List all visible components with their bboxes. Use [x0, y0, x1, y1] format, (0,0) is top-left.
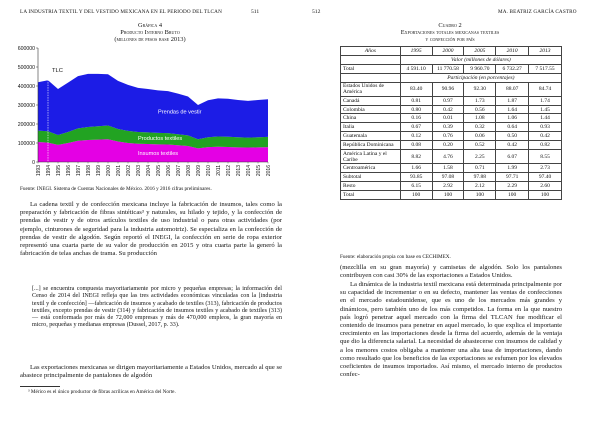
cell: 0.42	[432, 105, 464, 114]
subheader-cell: Participación (en porcentajes)	[400, 73, 561, 82]
cell: 0.32	[464, 123, 496, 132]
cell: 0.67	[400, 123, 432, 132]
paragraph: La dinámica de la industria textil mexicana está determinada principalmente por su capacidad de incrementar o en su defecto, mantener las ventas de confecciones en el mercado estadounidense, que es uno de los mercados más grandes y dinámicos, pero también uno de los más competidos. La forma en la que nuestro país logró penetrar aquel mercado con la firma del TLCAN fue modificar el contenido de insumos para penetrar en aquel mercado, lo que explica el importante crecimiento en las importaciones desde la firma del acuerdo, además de la ventaja que dio la diferencia salarial. La necesidad de abastecerse con insumos de calidad y a los menores costos obligaba a mantener una alta tasa de importaciones, dando como resultado que los beneficios de las exportaciones se esfumen por los elevados coeficientes de insumos importados. Así mismo, el mercado interno de productos confec-	[340, 281, 562, 379]
cell: 11 770.58	[432, 64, 464, 73]
table-row	[341, 132, 562, 141]
cell: 0.39	[432, 123, 464, 132]
y-tick-label: 0	[32, 159, 35, 166]
table-row	[341, 164, 562, 173]
x-tick-label: 2011	[215, 165, 222, 176]
right-page	[300, 0, 600, 431]
table-row	[341, 123, 562, 132]
paragraph: Las exportaciones mexicanas se dirigen mayoritariamente a Estados Unidos, mercado al que se abastece principalmente de pantalones de algodón	[20, 364, 282, 380]
table-source: Fuente: elaboración propia con base en CECHIMEX.	[340, 254, 451, 260]
cell: 97.40	[529, 173, 562, 182]
cell: 0.97	[432, 96, 464, 105]
table-subheader-row	[341, 55, 562, 64]
cell: 100	[464, 190, 496, 199]
figure-source: Fuente: INEGI. Sistema de Cuentas Nacionales de México. 2016 y 2016 cifras preliminares.	[20, 186, 212, 192]
cell: 100	[400, 190, 432, 199]
cell: 1.58	[432, 164, 464, 173]
x-tick-label: 2006	[165, 165, 172, 177]
row-label: Italia	[341, 123, 401, 132]
cell: 1.99	[496, 164, 529, 173]
table-label: Cuadro 2	[438, 22, 462, 29]
tlc-annotation: TLC	[52, 67, 63, 74]
cell: 0.12	[400, 132, 432, 141]
table-row	[341, 82, 562, 96]
running-head-right: MA. BEATRIZ GARCÍA CASTRO	[498, 9, 577, 15]
table-row	[341, 173, 562, 182]
cell: 2.12	[464, 181, 496, 190]
x-tick-label: 1994	[45, 165, 52, 177]
x-tick-label: 2003	[135, 165, 142, 177]
cell: 100	[432, 190, 464, 199]
row-label: Canadá	[341, 96, 401, 105]
paragraph: La cadena textil y de confección mexicana incluye la fabricación de insumos, tales como la preparación y fabricación de fibras sintéticas³ y naturales, su hilado y tejido, y la confección de prendas de vestir y de otros artículos textiles de uso industrial o para otras actividades (por ejemplo, cinturones de seguridad para la industria automotriz). Se especializa en la confección de prendas de vestir de algodón. Según reportó el INEGI, la confección en serie de ropa exterior representó una cuarta parte de su valor de producción en 2015 y otra cuarta parte la generó la fabricación de telas anchas de trama. Su producción	[20, 201, 282, 258]
header-cell: 2005	[464, 47, 496, 56]
table-row	[341, 105, 562, 114]
cell: 4.76	[432, 149, 464, 163]
y-tick-label: 500000	[17, 64, 35, 71]
x-tick-label: 2005	[155, 165, 162, 177]
cell: 1.66	[400, 164, 432, 173]
right-paragraph-1	[340, 264, 562, 280]
row-label: Estados Unidos de América	[341, 82, 401, 96]
x-tick-label: 2001	[115, 165, 122, 177]
table-row	[341, 181, 562, 190]
cell: 7 517.55	[529, 64, 562, 73]
cell: 8.55	[529, 149, 562, 163]
table-row	[341, 190, 562, 199]
cell: 0.08	[400, 141, 432, 150]
x-tick-label: 2010	[205, 165, 212, 177]
x-tick-label: 2013	[235, 165, 242, 177]
cell: 100	[529, 190, 562, 199]
x-tick-label: 1999	[95, 165, 102, 177]
table-row	[341, 114, 562, 123]
y-tick-label: 400000	[17, 83, 35, 90]
header-cell: 1995	[400, 47, 432, 56]
cell: 83.40	[400, 82, 432, 96]
cell: 88.07	[496, 82, 529, 96]
cell: 0.42	[529, 132, 562, 141]
x-tick-label: 1995	[55, 165, 62, 177]
table-subtitle: y confección por país	[425, 36, 475, 43]
table-header-row	[341, 47, 562, 56]
table-subheader-row	[341, 73, 562, 82]
x-tick-label: 1996	[65, 165, 72, 177]
cell: 2.73	[529, 164, 562, 173]
footnote-rule	[20, 386, 60, 387]
cell: 1.74	[529, 96, 562, 105]
figure-title: Producto Interno Bruto	[120, 29, 180, 36]
row-label: Total	[341, 64, 401, 73]
cell: 0.82	[529, 141, 562, 150]
cell: 1.44	[529, 114, 562, 123]
cell: 0.50	[496, 132, 529, 141]
figure-subtitle: (millones de pesos base 2013)	[114, 36, 186, 43]
x-tick-label: 1993	[35, 165, 42, 177]
cell: 90.96	[432, 82, 464, 96]
cell: 0.81	[400, 96, 432, 105]
row-label: República Dominicana	[341, 141, 401, 150]
cell: 92.30	[464, 82, 496, 96]
header-cell: 2000	[432, 47, 464, 56]
y-tick-label: 300000	[17, 102, 35, 109]
header-cell: 2013	[529, 47, 562, 56]
table-title: Exportaciones totales mexicanas textiles	[400, 29, 500, 36]
row-label: Subtotal	[341, 173, 401, 182]
cell: 0.76	[432, 132, 464, 141]
x-tick-label: 2004	[145, 165, 152, 177]
cell: 2.25	[464, 149, 496, 163]
row-label: América Latina y el Caribe	[341, 149, 401, 163]
table-row	[341, 64, 562, 73]
series-label: Insumos textiles	[138, 150, 179, 157]
cell: 1.73	[464, 96, 496, 105]
running-head-left: LA INDUSTRIA TEXTIL Y DEL VESTIDO MEXICANA EN EL PERIODO DEL TLCAN	[20, 9, 222, 15]
y-tick-label: 600000	[17, 45, 35, 52]
cell: 97.88	[464, 173, 496, 182]
cell: 6.15	[400, 181, 432, 190]
cell: 0.20	[432, 141, 464, 150]
cell: 0.71	[464, 164, 496, 173]
row-label: Colombia	[341, 105, 401, 114]
x-tick-label: 2008	[185, 165, 192, 177]
cell: 1.08	[464, 114, 496, 123]
paragraph: (mezclilla en su gran mayoría) y camisetas de algodón. Solo los pantalones contribuyen con casi 30% de las exportaciones a Estados Unidos.	[340, 264, 562, 280]
cell: 0.52	[464, 141, 496, 150]
figure-label: Gráfica 4	[137, 22, 163, 29]
cell: 6 732.27	[496, 64, 529, 73]
x-tick-label: 2015	[255, 165, 262, 177]
table-row	[341, 141, 562, 150]
cell: 93.85	[400, 173, 432, 182]
right-paragraph-2	[340, 281, 562, 379]
cell: 0.06	[464, 132, 496, 141]
x-tick-label: 2009	[195, 165, 202, 177]
cell: 0.56	[464, 105, 496, 114]
cell: 0.01	[432, 114, 464, 123]
row-label: Resto	[341, 181, 401, 190]
header-cell: 2010	[496, 47, 529, 56]
row-label: Centroamérica	[341, 164, 401, 173]
cell: 8.82	[400, 149, 432, 163]
cell: 0.42	[496, 141, 529, 150]
cell: 1.06	[496, 114, 529, 123]
cell: 84.74	[529, 82, 562, 96]
x-tick-label: 2012	[225, 165, 232, 177]
cell: 6.07	[496, 149, 529, 163]
x-tick-label: 2002	[125, 165, 132, 177]
area-series-2	[38, 74, 268, 139]
cell: 4 591.10	[400, 64, 432, 73]
row-label: China	[341, 114, 401, 123]
x-tick-label: 1998	[85, 165, 92, 177]
cell: 2.29	[496, 181, 529, 190]
y-tick-label: 200000	[17, 121, 35, 128]
left-paragraph-1	[20, 201, 282, 258]
cell: 0.93	[529, 123, 562, 132]
cell: 1.45	[529, 105, 562, 114]
cell: 97.71	[496, 173, 529, 182]
cell: 97.08	[432, 173, 464, 182]
row-label: Guatemala	[341, 132, 401, 141]
cell: 2.60	[529, 181, 562, 190]
cell: 100	[496, 190, 529, 199]
x-tick-label: 2016	[265, 165, 272, 177]
series-label: Productos textiles	[138, 135, 183, 142]
cell: 0.16	[400, 114, 432, 123]
exports-table	[340, 46, 562, 200]
quote-text: [...] se encuentra compuesta mayoritariamente por micro y pequeñas empresas; la información del Censo de 2014 del INEGI refleja que las tres actividades económicas vinculadas con la [industria textil y de confección] —fabricación de insumos y acabado de textiles (313), fabricación de productos textiles, excepto prendas de vestir (314) y fabricación de insumos textiles y acabado de textiles (313)— está conformada por más de 72,000 empresas y más de 470,000 empleos, la gran mayoría en micro, pequeñas y medianas empresas (Dussel, 2017, p. 33).	[32, 286, 282, 329]
x-tick-label: 2014	[245, 164, 252, 177]
page-number-left: 511	[251, 9, 260, 15]
y-tick-label: 100000	[17, 140, 35, 147]
table-row	[341, 96, 562, 105]
x-tick-label: 2007	[175, 165, 182, 177]
cell: 2.92	[432, 181, 464, 190]
gdp-area-chart	[0, 44, 300, 194]
x-tick-label: 2000	[105, 165, 112, 177]
blank-cell	[341, 73, 401, 82]
cell: 9 960.70	[464, 64, 496, 73]
cell: 1.87	[496, 96, 529, 105]
row-label: Total	[341, 190, 401, 199]
cell: 1.64	[496, 105, 529, 114]
cell: 0.64	[496, 123, 529, 132]
header-cell: Años	[341, 47, 401, 56]
series-label: Prendas de vestir	[158, 109, 202, 116]
cell: 0.80	[400, 105, 432, 114]
subheader-cell: Valor (millones de dólares)	[400, 55, 561, 64]
blank-cell	[341, 55, 401, 64]
table-row	[341, 149, 562, 163]
left-paragraph-2	[20, 364, 282, 380]
block-quote	[32, 286, 282, 330]
x-tick-label: 1997	[75, 165, 82, 177]
page-number-right: 512	[312, 9, 321, 15]
footnote: ³ Mérico es el único productor de fibras acrílicas en América del Norte.	[28, 389, 176, 395]
